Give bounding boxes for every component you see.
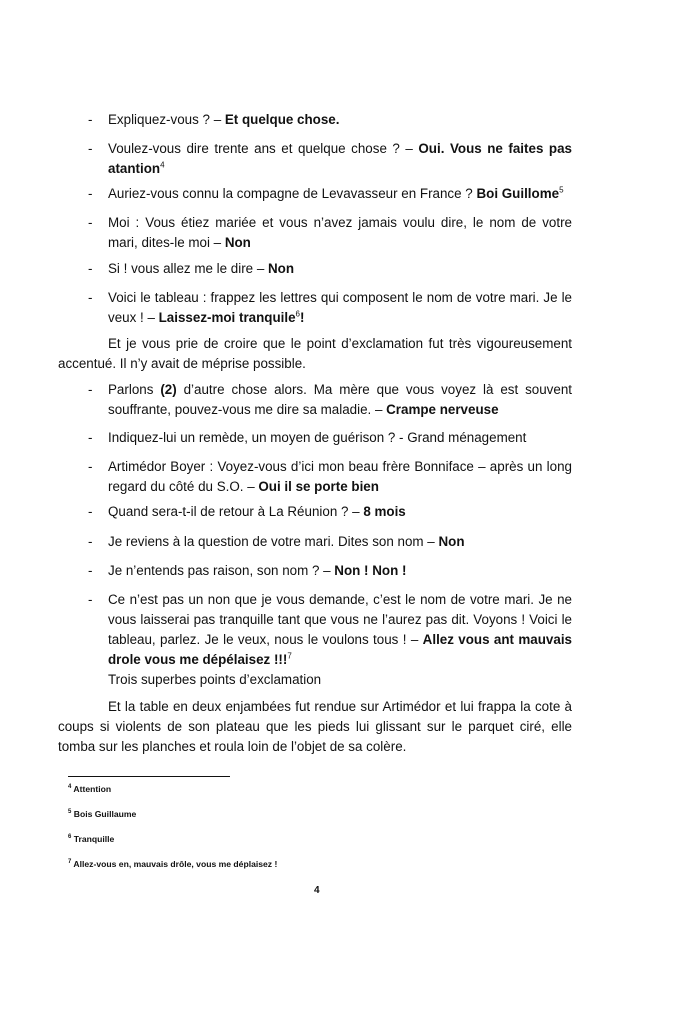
- list-dash: -: [88, 290, 93, 305]
- footnote-5: [68, 809, 136, 819]
- footnote-number: 5: [68, 809, 72, 816]
- dialogue-line-12: [88, 561, 572, 581]
- footnote-ref: 4: [160, 160, 165, 170]
- list-dash: -: [88, 141, 93, 156]
- footnote-number: 6: [68, 834, 72, 841]
- spirit-answer: Laissez-moi tranquile: [158, 310, 296, 325]
- question-text: Je reviens à la question de votre mari. Dites son nom –: [108, 534, 439, 549]
- spirit-answer: Non: [224, 235, 251, 250]
- dialogue-line-4: [88, 213, 572, 253]
- spirit-answer: Oui il se porte bien: [258, 479, 379, 494]
- footnote-text: Tranquille: [73, 834, 115, 844]
- dialogue-line-11: [88, 532, 572, 552]
- list-dash: -: [88, 534, 93, 549]
- question-text: Artimédor Boyer : Voyez-vous d’ici mon beau frère Bonniface – après un long regard du côté du S.O. –: [108, 459, 572, 494]
- narrative-paragraph-3: Et la table en deux enjambées fut rendue sur Artimédor et lui frappa la cote à coups si violents de son plateau que les pieds lui glissant sur le parquet ciré, elle tomba sur les planches et roula loin de l’objet de sa colère.: [58, 699, 572, 754]
- spirit-answer: Et quelque chose.: [224, 112, 340, 127]
- footnote-text: Attention: [73, 784, 112, 794]
- footnote-4: [68, 784, 111, 794]
- dialogue-line-10: [88, 502, 572, 522]
- footnote-ref: 7: [287, 651, 292, 661]
- page-number: 4: [314, 885, 320, 896]
- question-text: Auriez-vous connu la compagne de Levavasseur en France ?: [108, 186, 477, 201]
- question-text: d’autre chose alors. Ma mère que vous voyez là est souvent souffrante, pouvez-vous me dire sa maladie. –: [108, 382, 572, 417]
- list-dash: -: [88, 459, 93, 474]
- footnote-number: 7: [68, 859, 72, 866]
- footnote-7: [68, 859, 277, 869]
- footnote-6: [68, 834, 114, 844]
- spirit-answer: Non: [268, 261, 295, 276]
- spirit-answer: Non ! Non !: [334, 563, 407, 578]
- question-text: Je n’entends pas raison, son nom ? –: [108, 563, 335, 578]
- dialogue-line-3: [88, 184, 572, 204]
- question-text: Expliquez-vous ? –: [108, 112, 225, 127]
- dialogue-line-5: [88, 259, 572, 279]
- spirit-answer: Allez vous ant mauvais drole vous me dépélaisez !!!: [108, 632, 572, 667]
- exclamation-mark: !: [300, 310, 305, 325]
- list-dash: -: [88, 430, 93, 445]
- list-dash: -: [88, 563, 93, 578]
- footnote-text: Allez-vous en, mauvais drôle, vous me déplaisez !: [73, 859, 278, 869]
- question-text: Voulez-vous dire trente ans et quelque chose ? –: [108, 141, 419, 156]
- marginal-marker: (2): [160, 382, 177, 397]
- dialogue-line-8: [88, 428, 572, 448]
- list-dash: -: [88, 504, 93, 519]
- footnote-number: 4: [68, 784, 72, 791]
- footnote-separator: [68, 776, 230, 777]
- question-text: Si ! vous allez me le dire –: [108, 261, 269, 276]
- footnote-ref: 5: [559, 185, 564, 195]
- spirit-answer: Non: [438, 534, 465, 549]
- dialogue-line-2: [88, 139, 572, 179]
- question-text: Ce n’est pas un non que je vous demande, c’est le nom de votre mari. Je ne vous laisserai pas tranquille tant que vous ne l’aurez pas dit. Voyons ! Voici le tableau, parlez. Je le veux, nous le voulons tous ! –: [108, 592, 572, 647]
- spirit-answer: Oui. Vous ne faites pas atantion: [108, 141, 572, 176]
- list-dash: -: [88, 592, 93, 607]
- narrative-paragraph-2: Trois superbes points d’exclamation: [108, 672, 322, 687]
- question-text: Voici le tableau : frappez les lettres qui composent le nom de votre mari. Je le veux ! –: [108, 290, 572, 325]
- question-text: Indiquez-lui un remède, un moyen de guérison ? - Grand ménagement: [108, 430, 527, 445]
- list-dash: -: [88, 112, 93, 127]
- list-dash: -: [88, 382, 93, 397]
- dialogue-line-7: [88, 380, 572, 420]
- spirit-answer: Boi Guillome: [476, 186, 560, 201]
- footnote-ref: 6: [295, 309, 300, 319]
- list-dash: -: [88, 215, 93, 230]
- narrative-paragraph-1: Et je vous prie de croire que le point d’exclamation fut très vigoureusement accentué. Il n’y avait de méprise possible.: [58, 336, 572, 371]
- spirit-answer: Crampe nerveuse: [386, 402, 499, 417]
- question-text: Moi : Vous étiez mariée et vous n’avez jamais voulu dire, le nom de votre mari, dites-le moi –: [108, 215, 572, 250]
- question-text: Parlons: [108, 382, 161, 397]
- list-dash: -: [88, 186, 93, 201]
- list-dash: -: [88, 261, 93, 276]
- dialogue-line-6: [88, 288, 572, 328]
- dialogue-line-13: [88, 590, 572, 670]
- spirit-answer: 8 mois: [363, 504, 406, 519]
- footnote-text: Bois Guillaume: [73, 809, 137, 819]
- dialogue-line-9: [88, 457, 572, 497]
- dialogue-line-1: [88, 110, 572, 130]
- question-text: Quand sera-t-il de retour à La Réunion ? –: [108, 504, 364, 519]
